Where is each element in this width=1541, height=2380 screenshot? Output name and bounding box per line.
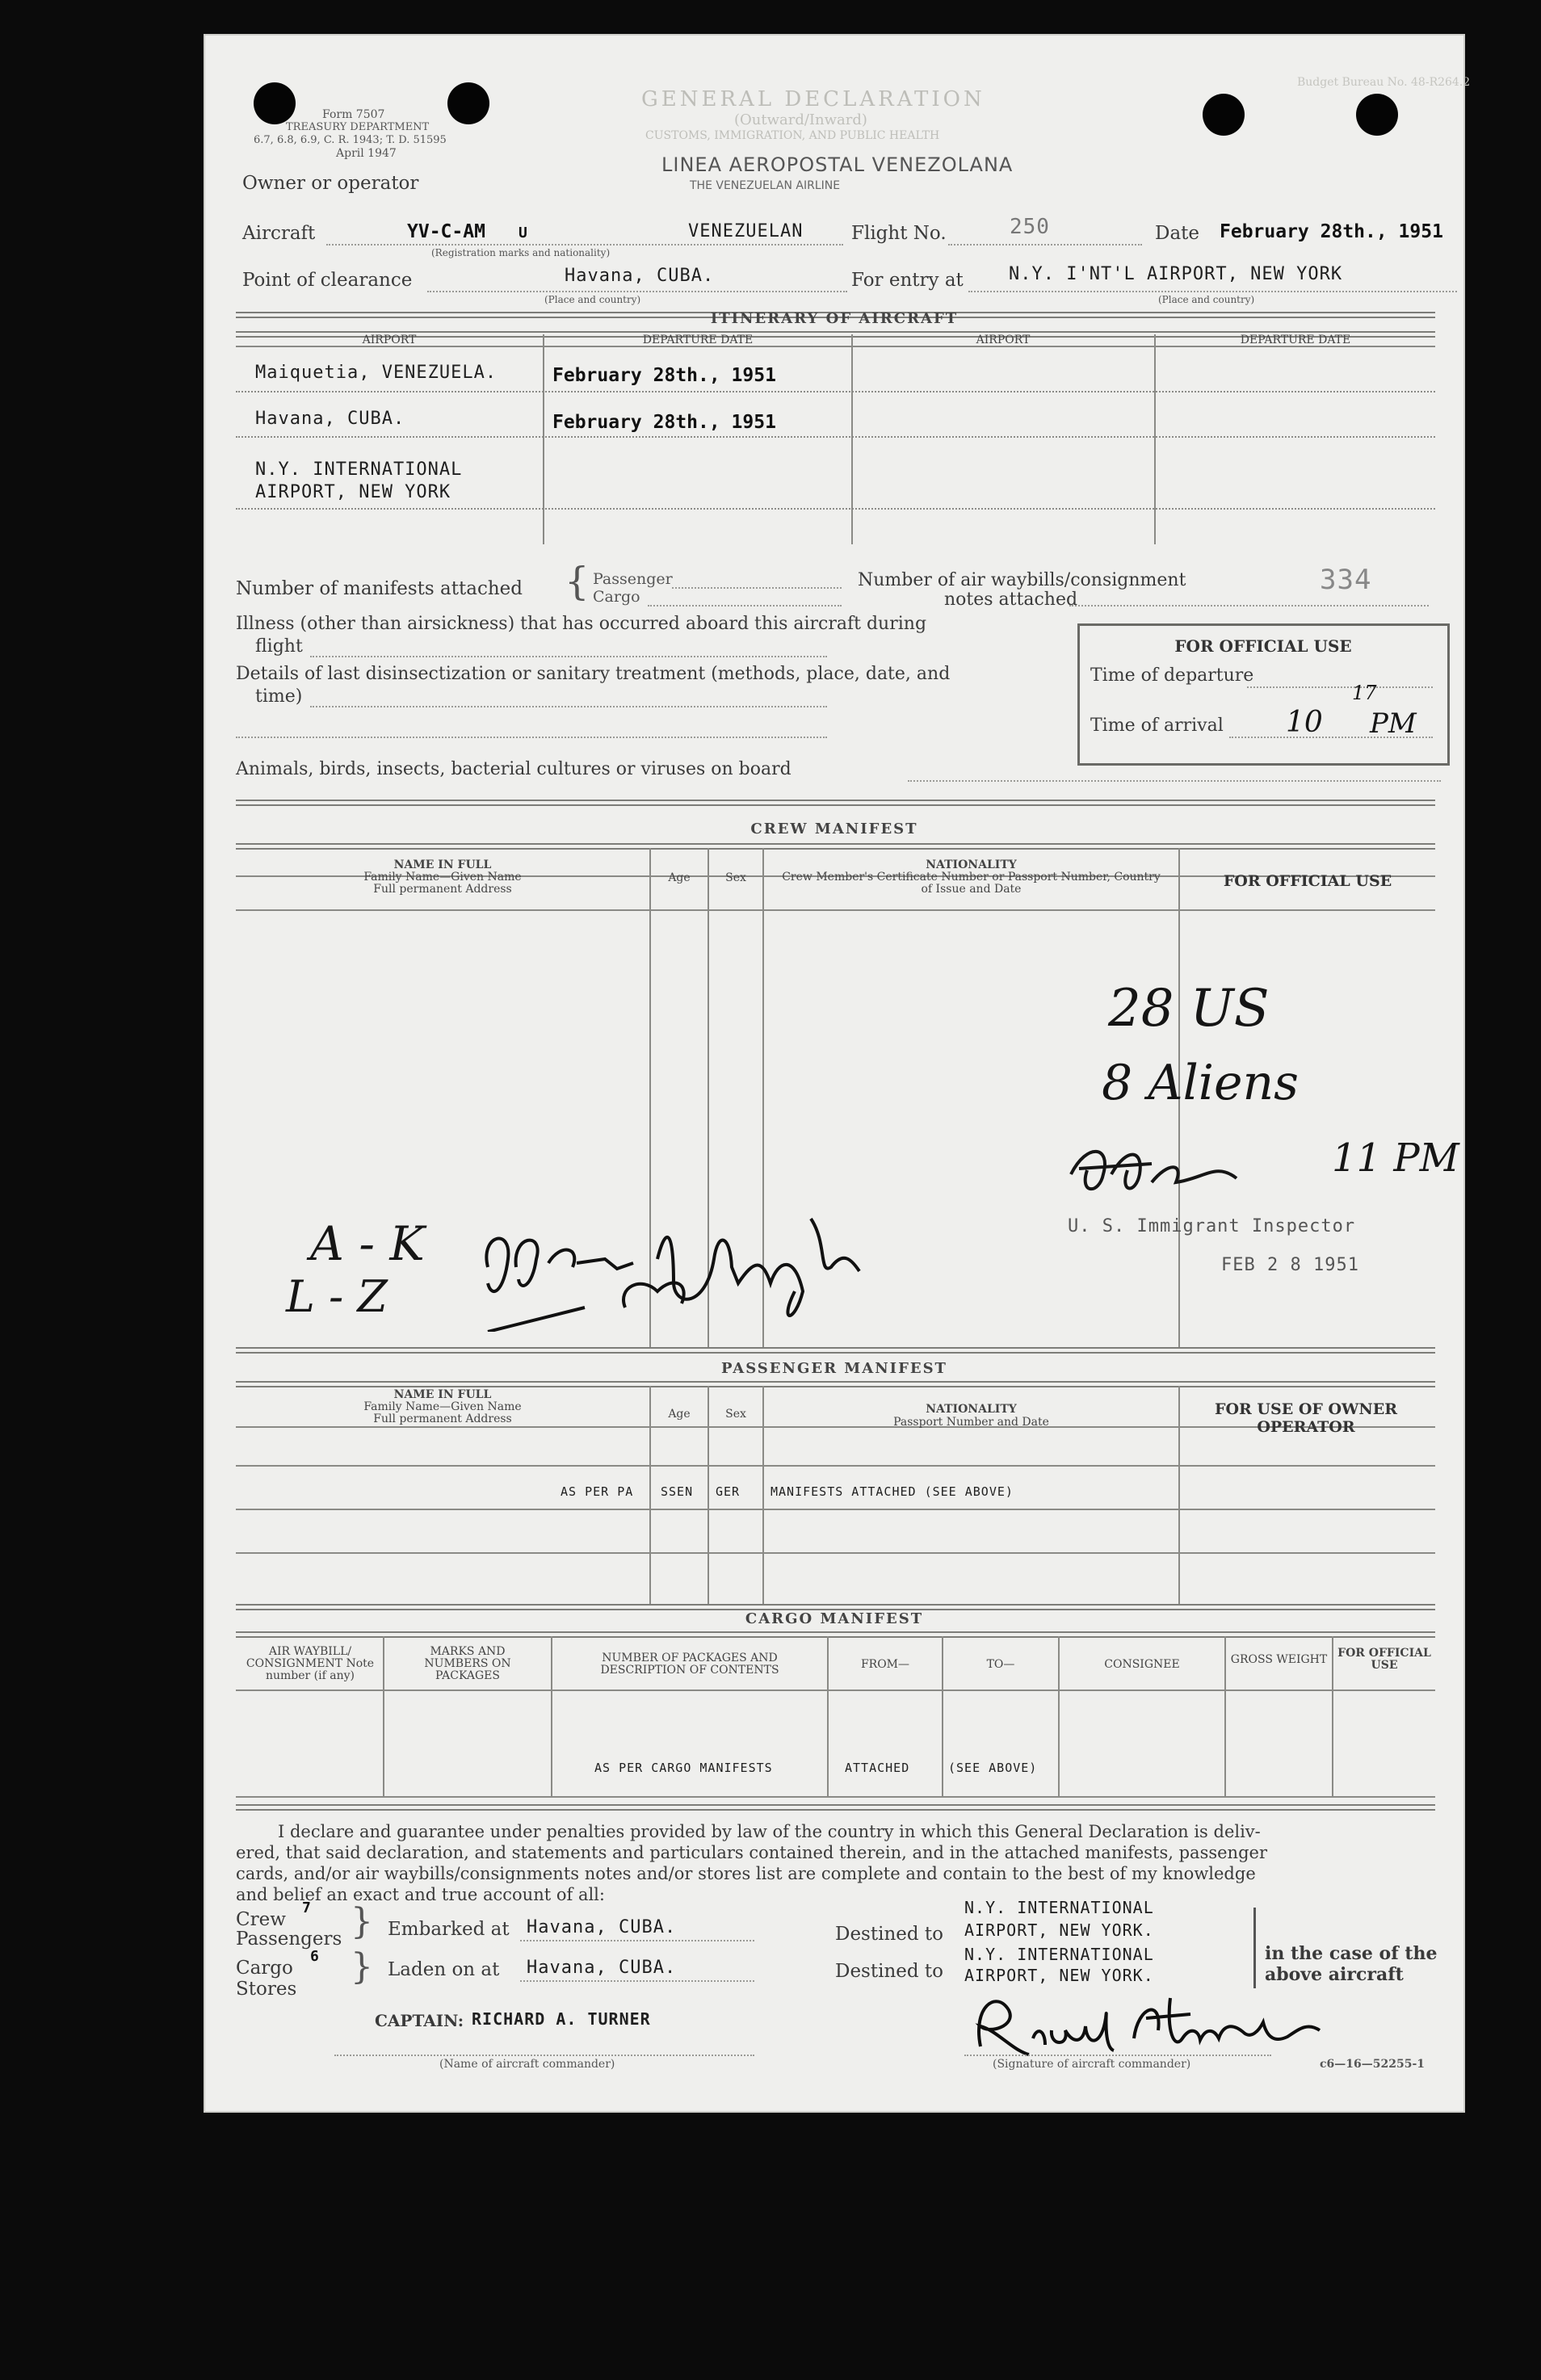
- itin-airport-2: Havana, CUBA.: [255, 409, 405, 429]
- owner-label: Owner or operator: [242, 173, 419, 194]
- passenger-header-name: NAME IN FULL: [393, 1388, 492, 1401]
- cargo-manifest-title: CARGO MANIFEST: [745, 1610, 924, 1627]
- arrival-time-label: Time of arrival: [1090, 716, 1224, 736]
- department: TREASURY DEPARTMENT: [286, 121, 430, 133]
- cargo-header-to: TO—: [986, 1658, 1015, 1671]
- cargo-header-weight: GROSS WEIGHT: [1230, 1653, 1328, 1666]
- cargo-row-text-b: ATTACHED: [845, 1761, 910, 1775]
- manifest-cargo: Cargo: [593, 588, 640, 606]
- arrival-minutes: 17: [1352, 682, 1377, 704]
- flight-number: 250: [1010, 215, 1050, 239]
- passenger-manifest-title: PASSENGER MANIFEST: [721, 1360, 947, 1377]
- cargo-header-marks: MARKS AND NUMBERS ON PACKAGES: [424, 1645, 511, 1682]
- punch-hole: [1203, 94, 1245, 136]
- inspection-date-stamp: FEB 2 8 1951: [1221, 1255, 1359, 1275]
- crew-header-name-3: Full permanent Address: [373, 883, 512, 896]
- punch-hole: [447, 82, 489, 124]
- entry-place: N.Y. I'NT'L AIRPORT, NEW YORK: [1009, 264, 1343, 284]
- declaration-line-3: cards, and/or air waybills/consignments notes and/or stores list are complete and contain to the best of my knowledge: [236, 1864, 1256, 1883]
- disinsect-label: Details of last disinsectization or sanitary treatment (methods, place, date, and: [236, 664, 951, 684]
- captain-name-caption: (Name of aircraft commander): [439, 2058, 615, 2071]
- destined-label-2: Destined to: [835, 1961, 944, 1982]
- form-subtitle: (Outward/Inward): [734, 111, 867, 128]
- declaration-form-page: Form 7507 TREASURY DEPARTMENT 6.7, 6.8, 6.9, C. R. 1943; T. D. 51595 April 1947 GENERAL DECLARATION (Outward/Inward) CUSTOMS, IMMIGRATION, AND PUBLIC HEALTH LINEA AEROPOSTAL VENEZOLANA THE VENEZUELAN AIRLINE Budget Bureau No. 48-R264.2 Owner or operator Aircraft YV-C-AM U (Registration marks and nationality) VENEZUELAN Flight No. 250 Date February 28th., 1951 Point of clearance Havana, CUBA. (Place and country) For entry at N.Y. I'NT'L AIRPORT, NEW YORK (Place and country) ITINERARY OF AIRCRAFT AIRPORT DEPARTURE DATE AIRPORT DEPARTURE DATE Maiquetia, VENEZUELA. February 28th., 1951 Havana, CUBA. February 28th., 1951 N.Y. INTERNATIONAL AIRPORT, NEW YORK Number of manifests attached { Passenger Cargo Number of air waybills/consignment notes attached 334 Illness (other than airsickness) that has occurred aboard this aircraft during flight Details of last disinsectization or sanitary treatment (methods, place, date, and time) FOR OFFICIAL USE Time of departure Time of arrival 10 17 PM Animals, birds, insects, bacterial cultures or viruses on board CREW MANIFEST NAME IN FULL Family Name—Given Name Full permanent Address Age Sex NATIONALITY Crew Member's Certificate Number or Passport Number, Country of Issue and Date FOR OFFICIAL USE 28 US 8 Aliens 11 PM U. S. Immigrant Inspector FEB 2 8 1951 A - K L - Z PASSENGER MANIFEST NAME IN FULL Family Name—Given Name Full permanent Address Age Sex NATIONALITY Passport Number and Date FOR USE OF OWNER OPERATOR AS PER PA SSEN GER MANIFESTS ATTACHED (SEE ABOVE) CARGO MANIFEST AIR WAYBILL/ CONSIGNMENT Note number (if any) MARKS AND NUMBERS ON PACKAGES NUMBER OF PACKAGES AND DESCRIPTION OF CONTENTS FROM— TO— CONSIGNEE GROSS WEIGHT FOR OFFICIAL USE AS PER CARGO MANIFESTS ATTACHED (SEE ABOVE) I declare and guarantee under penalties provided by law of the country in which this General Declaration is deliv- ered, that said declaration, and statements and particulars contained therein, and in the attached manifests, passenger cards, and/or air waybills/consignments notes and/or stores list are complete and contain to the best of my knowledge and belief an exact and true account of all: Crew 7 Passengers Cargo 6 Stores } } Embarked at Havana, CUBA. Laden on at Havana, CUBA. Destined to Destined to N.Y. INTERNATIONAL AIRPORT, NEW YORK. N.Y. INTERNATIONAL AIRPORT, NEW YORK. in the case of the above aircraft CAPTAIN: RICHARD A. TURNER (Name of aircraft commander) (Signature of aircraft commander) c6—16—52255-1: [204, 34, 1465, 2113]
- embarked-label: Embarked at: [388, 1919, 510, 1940]
- itin-date-2: February 28th., 1951: [552, 412, 776, 433]
- crew-header-official: FOR OFFICIAL USE: [1223, 872, 1392, 890]
- punch-hole: [1356, 94, 1398, 136]
- passenger-header-owner: FOR USE OF OWNER OPERATOR: [1214, 1400, 1397, 1436]
- airline-subtitle: THE VENEZUELAN AIRLINE: [690, 179, 841, 192]
- itinerary-title: ITINERARY OF AIRCRAFT: [710, 310, 959, 327]
- cargo-row-text-c: (SEE ABOVE): [948, 1761, 1038, 1775]
- passenger-header-nationality-2: Passport Number and Date: [893, 1416, 1049, 1429]
- handwritten-lz: L - Z: [286, 1271, 388, 1322]
- declaration-line-1: I declare and guarantee under penalties provided by law of the country in which this General Declaration is deliv-: [278, 1822, 1261, 1841]
- punch-hole: [254, 82, 296, 124]
- declaration-date: February 28th., 1951: [1220, 221, 1443, 242]
- cargo-count: 6: [310, 1948, 319, 1965]
- clearance-caption: (Place and country): [544, 294, 641, 305]
- form-print-number: c6—16—52255-1: [1320, 2058, 1426, 2071]
- destination-2b: AIRPORT, NEW YORK.: [964, 1966, 1154, 1985]
- registration-caption: (Registration marks and nationality): [431, 247, 611, 258]
- destination-1b: AIRPORT, NEW YORK.: [964, 1920, 1154, 1940]
- case-text-2: above aircraft: [1265, 1964, 1404, 1985]
- waybills-count: 334: [1320, 564, 1372, 596]
- crew-header-sex: Sex: [725, 871, 746, 884]
- crew-count: 7: [302, 1899, 311, 1916]
- official-use-title: FOR OFFICIAL USE: [1174, 636, 1352, 656]
- official-note-time: 11 PM: [1332, 1135, 1459, 1181]
- regulations: 6.7, 6.8, 6.9, C. R. 1943; T. D. 51595: [254, 134, 447, 146]
- manifest-passenger: Passenger: [593, 570, 673, 588]
- cargo-count-label: Cargo: [236, 1958, 293, 1979]
- official-note-aliens: 8 Aliens: [1102, 1055, 1299, 1111]
- manifests-label: Number of manifests attached: [236, 578, 523, 599]
- itin-airport-3b: AIRPORT, NEW YORK: [255, 482, 451, 502]
- illness-label-2: flight: [255, 636, 303, 657]
- clearance-label: Point of clearance: [242, 270, 413, 291]
- itin-header-airport-2: AIRPORT: [976, 334, 1031, 346]
- declaration-line-2: ered, that said declaration, and statements and particulars contained therein, and in the attached manifests, passenger: [236, 1843, 1267, 1862]
- passenger-row-text-d: MANIFESTS ATTACHED (SEE ABOVE): [770, 1484, 1014, 1499]
- official-note-us: 28 US: [1108, 979, 1270, 1039]
- itin-airport-1: Maiquetia, VENEZUELA.: [255, 363, 498, 383]
- passenger-row-text-c: GER: [716, 1484, 741, 1499]
- itin-airport-3: N.Y. INTERNATIONAL: [255, 460, 463, 480]
- entry-label: For entry at: [851, 270, 964, 291]
- declaration-line-4: and belief an exact and true account of all:: [236, 1885, 605, 1904]
- laden-label: Laden on at: [388, 1959, 500, 1980]
- passenger-header-name-2: Family Name—Given Name: [363, 1400, 522, 1413]
- arrival-hour: 10: [1286, 706, 1323, 739]
- stores-count-label: Stores: [236, 1979, 297, 2000]
- form-title: GENERAL DECLARATION: [641, 87, 985, 111]
- date-label: Date: [1155, 223, 1200, 244]
- passengers-count-label: Passengers: [236, 1929, 342, 1950]
- passenger-row-text-b: SSEN: [661, 1484, 694, 1499]
- form-number: Form 7507: [322, 108, 385, 121]
- clearance-place: Havana, CUBA.: [565, 266, 715, 286]
- crew-header-name-2: Family Name—Given Name: [363, 871, 522, 884]
- flight-label: Flight No.: [851, 223, 947, 244]
- departure-time-label: Time of departure: [1090, 665, 1254, 686]
- crew-header-nationality: NATIONALITY: [926, 858, 1017, 871]
- crew-count-label: Crew: [236, 1909, 286, 1930]
- animals-label: Animals, birds, insects, bacterial cultures or viruses on board: [236, 759, 791, 779]
- budget-bureau: Budget Bureau No. 48-R264.2: [1297, 76, 1471, 89]
- crew-header-age: Age: [668, 871, 691, 884]
- passenger-header-nationality: NATIONALITY: [926, 1403, 1017, 1416]
- captain-signature: [964, 1982, 1352, 2063]
- entry-caption: (Place and country): [1158, 294, 1255, 305]
- case-text-1: in the case of the: [1265, 1943, 1438, 1964]
- disinsect-label-2: time): [255, 686, 303, 707]
- handwritten-ak: A - K: [310, 1216, 425, 1271]
- itin-header-date-1: DEPARTURE DATE: [642, 334, 754, 346]
- crew-manifest-title: CREW MANIFEST: [750, 821, 918, 837]
- crew-header-nationality-2: Crew Member's Certificate Number or Passport Number, Country of Issue and Date: [782, 871, 1161, 896]
- itin-header-date-2: DEPARTURE DATE: [1240, 334, 1351, 346]
- passenger-header-sex: Sex: [725, 1408, 746, 1421]
- cargo-header-consignee: CONSIGNEE: [1104, 1658, 1180, 1671]
- aircraft-registration: YV-C-AM: [407, 221, 485, 242]
- aircraft-nationality: VENEZUELAN: [688, 221, 804, 241]
- customs-line: CUSTOMS, IMMIGRATION, AND PUBLIC HEALTH: [645, 129, 940, 142]
- passenger-row-text-a: AS PER PA: [561, 1484, 634, 1499]
- immigrant-inspector-stamp: U. S. Immigrant Inspector: [1068, 1216, 1356, 1236]
- cargo-header-from: FROM—: [860, 1658, 910, 1671]
- aircraft-u-mark: U: [519, 225, 527, 241]
- waybills-notes-label: notes attached: [944, 590, 1078, 610]
- captain-label: CAPTAIN:: [375, 2011, 464, 2030]
- crew-header-name: NAME IN FULL: [393, 858, 492, 871]
- handwritten-initials: [472, 1211, 924, 1332]
- aircraft-label: Aircraft: [242, 223, 316, 244]
- destination-1a: N.Y. INTERNATIONAL: [964, 1898, 1154, 1917]
- arrival-pm: PM: [1370, 707, 1417, 740]
- destined-label-1: Destined to: [835, 1924, 944, 1945]
- signature-caption: (Signature of aircraft commander): [993, 2058, 1191, 2071]
- cargo-header-waybill: AIR WAYBILL/ CONSIGNMENT Note number (if any): [246, 1645, 375, 1682]
- cargo-header-packages: NUMBER OF PACKAGES AND DESCRIPTION OF CONTENTS: [600, 1652, 779, 1677]
- itin-date-1: February 28th., 1951: [552, 365, 776, 386]
- cargo-row-text-a: AS PER CARGO MANIFESTS: [594, 1761, 773, 1775]
- waybills-label: Number of air waybills/consignment: [858, 570, 1186, 590]
- airline-name: LINEA AEROPOSTAL VENEZOLANA: [661, 153, 1014, 176]
- passenger-header-age: Age: [668, 1408, 691, 1421]
- passenger-header-name-3: Full permanent Address: [373, 1412, 512, 1425]
- embarked-place: Havana, CUBA.: [527, 1917, 677, 1937]
- laden-place: Havana, CUBA.: [527, 1958, 677, 1978]
- captain-name: RICHARD A. TURNER: [472, 2009, 651, 2029]
- itin-header-airport-1: AIRPORT: [362, 334, 417, 346]
- illness-label: Illness (other than airsickness) that has occurred aboard this aircraft during: [236, 614, 927, 634]
- destination-2a: N.Y. INTERNATIONAL: [964, 1945, 1154, 1964]
- cargo-header-official: FOR OFFICIAL USE: [1337, 1647, 1431, 1672]
- form-date: April 1947: [336, 147, 397, 160]
